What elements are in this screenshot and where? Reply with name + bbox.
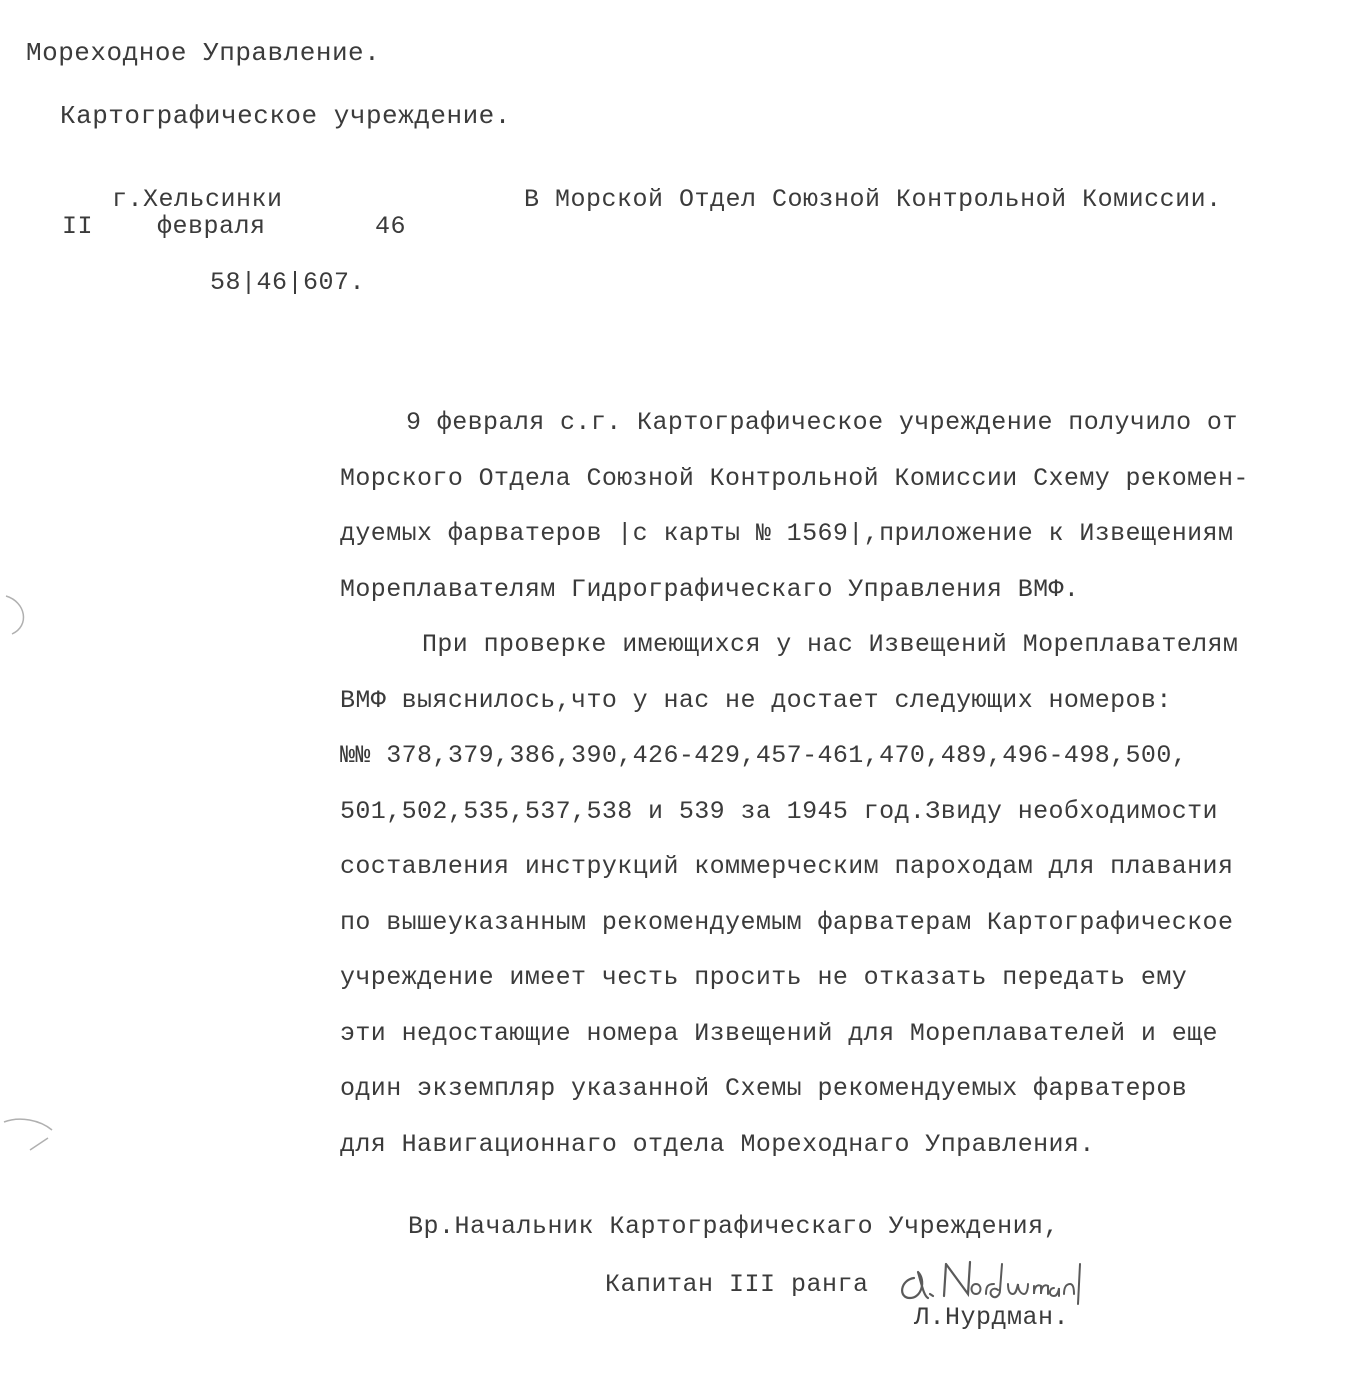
- body-line: 501,502,535,537,538 и 539 за 1945 год.Звиду необходимости: [340, 796, 1218, 826]
- department-header: Картографическое учреждение.: [60, 101, 511, 131]
- margin-mark: [0, 1110, 60, 1160]
- body-line: Морского Отдела Союзной Контрольной Комиссии Схему рекомен-: [340, 463, 1249, 493]
- addressee: В Морской Отдел Союзной Контрольной Комиссии.: [524, 185, 1222, 214]
- body-line: учреждение имеет честь просить не отказать передать ему: [340, 963, 1188, 992]
- letter-body: [340, 408, 1300, 1185]
- organization-header: Мореходное Управление.: [26, 38, 381, 68]
- reference-number: 58|46|607.: [210, 268, 366, 297]
- body-line: №№ 378,379,386,390,426-429,457-461,470,489,496-498,500,: [340, 741, 1188, 770]
- body-line: для Навигационнаго отдела Мореходнаго Управления.: [340, 1129, 1095, 1159]
- handwritten-signature: [896, 1250, 1126, 1310]
- body-line: эти недостающие номера Извещений для Мореплавателей и еще: [340, 1018, 1218, 1048]
- body-line: один экземпляр указанной Схемы рекомендуемых фарватеров: [340, 1074, 1188, 1103]
- body-line: ВМФ выяснилось,что у нас не достает следующих номеров:: [340, 685, 1172, 715]
- date-year: 46: [375, 212, 407, 241]
- body-line: дуемых фарватеров |с карты № 1569|,приложение к Извещениям: [340, 519, 1234, 548]
- date-month: февраля: [157, 212, 266, 241]
- margin-mark: [0, 590, 40, 640]
- date-day: II: [62, 212, 94, 241]
- signatory-name: Л.Нурдман.: [914, 1303, 1070, 1332]
- body-line: 9 февраля с.г. Картографическое учреждение получило от: [406, 408, 1238, 437]
- city-line: г.Хельсинки: [112, 185, 283, 214]
- body-line: При проверке имеющихся у нас Извещений Мореплавателям: [422, 630, 1239, 659]
- body-line: по вышеуказанным рекомендуемым фарватерам Картографическое: [340, 907, 1234, 937]
- signatory-rank: Капитан III ранга: [605, 1270, 869, 1299]
- body-line: составления инструкций коммерческим пароходам для плавания: [340, 852, 1234, 881]
- body-line: Мореплавателям Гидрографическаго Управления ВМФ.: [340, 574, 1080, 604]
- signatory-title: Вр.Начальник Картографическаго Учреждения,: [408, 1212, 1060, 1241]
